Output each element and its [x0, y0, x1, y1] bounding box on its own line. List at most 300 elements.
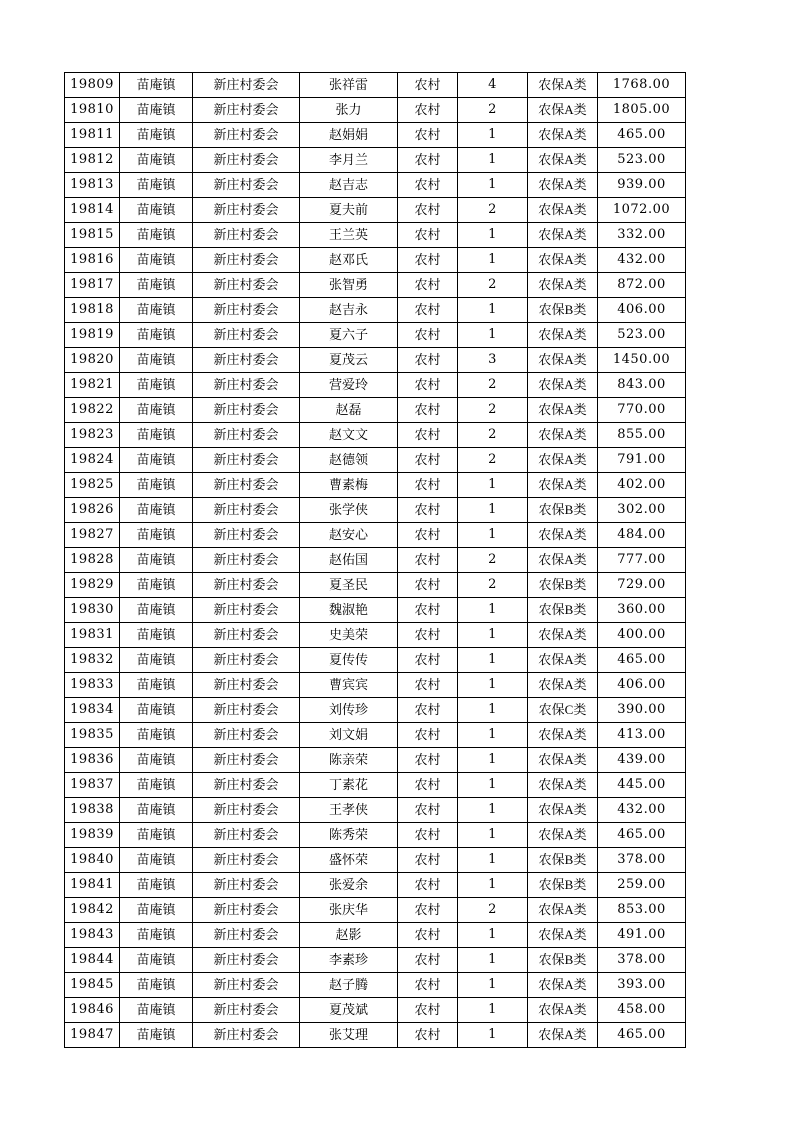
cell-amount: 872.00 [598, 273, 686, 298]
cell-name: 赵子腾 [300, 973, 398, 998]
cell-village_committee: 新庄村委会 [193, 748, 300, 773]
cell-residence_type: 农村 [398, 148, 458, 173]
table-row [65, 898, 686, 923]
cell-residence_type: 农村 [398, 673, 458, 698]
table-row [65, 573, 686, 598]
cell-village_committee: 新庄村委会 [193, 773, 300, 798]
cell-person_count: 2 [458, 398, 528, 423]
cell-insurance_category: 农保A类 [528, 223, 598, 248]
cell-serial_number: 19818 [65, 298, 120, 323]
cell-name: 李素珍 [300, 948, 398, 973]
cell-person_count: 2 [458, 548, 528, 573]
cell-name: 王孝侠 [300, 798, 398, 823]
cell-insurance_category: 农保A类 [528, 198, 598, 223]
cell-amount: 465.00 [598, 823, 686, 848]
cell-village_committee: 新庄村委会 [193, 798, 300, 823]
cell-residence_type: 农村 [398, 98, 458, 123]
table-row [65, 973, 686, 998]
cell-village_committee: 新庄村委会 [193, 698, 300, 723]
cell-name: 刘传珍 [300, 698, 398, 723]
cell-amount: 1072.00 [598, 198, 686, 223]
cell-serial_number: 19842 [65, 898, 120, 923]
table-row [65, 448, 686, 473]
table-row [65, 148, 686, 173]
cell-insurance_category: 农保B类 [528, 598, 598, 623]
cell-insurance_category: 农保B类 [528, 573, 598, 598]
cell-amount: 770.00 [598, 398, 686, 423]
cell-residence_type: 农村 [398, 598, 458, 623]
cell-insurance_category: 农保A类 [528, 923, 598, 948]
cell-residence_type: 农村 [398, 248, 458, 273]
cell-person_count: 1 [458, 998, 528, 1023]
cell-town: 苗庵镇 [120, 973, 193, 998]
cell-serial_number: 19836 [65, 748, 120, 773]
cell-town: 苗庵镇 [120, 848, 193, 873]
table-body [65, 73, 686, 1048]
cell-amount: 465.00 [598, 1023, 686, 1048]
cell-name: 赵安心 [300, 523, 398, 548]
cell-residence_type: 农村 [398, 948, 458, 973]
cell-serial_number: 19825 [65, 473, 120, 498]
cell-person_count: 1 [458, 923, 528, 948]
cell-name: 赵影 [300, 923, 398, 948]
cell-person_count: 1 [458, 673, 528, 698]
table-row [65, 198, 686, 223]
cell-village_committee: 新庄村委会 [193, 598, 300, 623]
cell-town: 苗庵镇 [120, 323, 193, 348]
cell-town: 苗庵镇 [120, 173, 193, 198]
cell-village_committee: 新庄村委会 [193, 398, 300, 423]
cell-amount: 458.00 [598, 998, 686, 1023]
cell-person_count: 1 [458, 323, 528, 348]
cell-amount: 432.00 [598, 248, 686, 273]
cell-village_committee: 新庄村委会 [193, 173, 300, 198]
cell-name: 夏夫前 [300, 198, 398, 223]
cell-town: 苗庵镇 [120, 723, 193, 748]
cell-name: 丁素花 [300, 773, 398, 798]
cell-serial_number: 19844 [65, 948, 120, 973]
cell-serial_number: 19820 [65, 348, 120, 373]
table-row [65, 173, 686, 198]
cell-village_committee: 新庄村委会 [193, 923, 300, 948]
cell-town: 苗庵镇 [120, 823, 193, 848]
cell-town: 苗庵镇 [120, 998, 193, 1023]
cell-person_count: 1 [458, 148, 528, 173]
cell-serial_number: 19809 [65, 73, 120, 98]
cell-insurance_category: 农保C类 [528, 698, 598, 723]
cell-amount: 939.00 [598, 173, 686, 198]
cell-person_count: 1 [458, 598, 528, 623]
cell-residence_type: 农村 [398, 173, 458, 198]
cell-residence_type: 农村 [398, 823, 458, 848]
cell-amount: 445.00 [598, 773, 686, 798]
cell-insurance_category: 农保A类 [528, 648, 598, 673]
cell-insurance_category: 农保A类 [528, 723, 598, 748]
cell-town: 苗庵镇 [120, 398, 193, 423]
cell-residence_type: 农村 [398, 798, 458, 823]
cell-person_count: 1 [458, 498, 528, 523]
cell-amount: 777.00 [598, 548, 686, 573]
cell-residence_type: 农村 [398, 973, 458, 998]
cell-serial_number: 19816 [65, 248, 120, 273]
cell-person_count: 1 [458, 248, 528, 273]
cell-person_count: 1 [458, 223, 528, 248]
cell-person_count: 2 [458, 98, 528, 123]
cell-insurance_category: 农保A类 [528, 323, 598, 348]
cell-serial_number: 19832 [65, 648, 120, 673]
cell-serial_number: 19828 [65, 548, 120, 573]
cell-residence_type: 农村 [398, 198, 458, 223]
cell-person_count: 1 [458, 948, 528, 973]
table-row [65, 873, 686, 898]
cell-residence_type: 农村 [398, 1023, 458, 1048]
cell-insurance_category: 农保A类 [528, 273, 598, 298]
cell-insurance_category: 农保B类 [528, 873, 598, 898]
cell-insurance_category: 农保B类 [528, 498, 598, 523]
cell-person_count: 1 [458, 648, 528, 673]
cell-town: 苗庵镇 [120, 423, 193, 448]
cell-residence_type: 农村 [398, 898, 458, 923]
table-row [65, 1023, 686, 1048]
cell-amount: 439.00 [598, 748, 686, 773]
cell-town: 苗庵镇 [120, 473, 193, 498]
cell-serial_number: 19813 [65, 173, 120, 198]
cell-name: 张智勇 [300, 273, 398, 298]
cell-name: 曹宾宾 [300, 673, 398, 698]
table-row [65, 723, 686, 748]
cell-amount: 259.00 [598, 873, 686, 898]
cell-amount: 853.00 [598, 898, 686, 923]
cell-serial_number: 19815 [65, 223, 120, 248]
cell-village_committee: 新庄村委会 [193, 948, 300, 973]
cell-town: 苗庵镇 [120, 773, 193, 798]
cell-residence_type: 农村 [398, 298, 458, 323]
cell-town: 苗庵镇 [120, 623, 193, 648]
cell-person_count: 1 [458, 623, 528, 648]
cell-amount: 1805.00 [598, 98, 686, 123]
cell-town: 苗庵镇 [120, 648, 193, 673]
cell-serial_number: 19829 [65, 573, 120, 598]
cell-amount: 402.00 [598, 473, 686, 498]
cell-serial_number: 19817 [65, 273, 120, 298]
table-row [65, 498, 686, 523]
cell-serial_number: 19847 [65, 1023, 120, 1048]
cell-insurance_category: 农保A类 [528, 748, 598, 773]
cell-serial_number: 19823 [65, 423, 120, 448]
cell-amount: 390.00 [598, 698, 686, 723]
cell-person_count: 2 [458, 573, 528, 598]
cell-residence_type: 农村 [398, 123, 458, 148]
table-row [65, 473, 686, 498]
cell-name: 赵邓氏 [300, 248, 398, 273]
cell-amount: 378.00 [598, 848, 686, 873]
cell-village_committee: 新庄村委会 [193, 498, 300, 523]
cell-name: 张艾理 [300, 1023, 398, 1048]
cell-person_count: 1 [458, 298, 528, 323]
cell-village_committee: 新庄村委会 [193, 873, 300, 898]
cell-residence_type: 农村 [398, 498, 458, 523]
cell-village_committee: 新庄村委会 [193, 73, 300, 98]
cell-serial_number: 19821 [65, 373, 120, 398]
cell-amount: 332.00 [598, 223, 686, 248]
cell-village_committee: 新庄村委会 [193, 898, 300, 923]
cell-village_committee: 新庄村委会 [193, 123, 300, 148]
cell-serial_number: 19812 [65, 148, 120, 173]
cell-village_committee: 新庄村委会 [193, 473, 300, 498]
cell-village_committee: 新庄村委会 [193, 98, 300, 123]
cell-name: 赵磊 [300, 398, 398, 423]
cell-insurance_category: 农保A类 [528, 398, 598, 423]
cell-residence_type: 农村 [398, 573, 458, 598]
cell-town: 苗庵镇 [120, 123, 193, 148]
cell-residence_type: 农村 [398, 923, 458, 948]
cell-person_count: 2 [458, 898, 528, 923]
cell-serial_number: 19819 [65, 323, 120, 348]
cell-amount: 1768.00 [598, 73, 686, 98]
cell-name: 夏传传 [300, 648, 398, 673]
cell-town: 苗庵镇 [120, 873, 193, 898]
cell-insurance_category: 农保A类 [528, 473, 598, 498]
table-row [65, 798, 686, 823]
cell-residence_type: 农村 [398, 73, 458, 98]
cell-residence_type: 农村 [398, 873, 458, 898]
cell-name: 赵吉志 [300, 173, 398, 198]
cell-insurance_category: 农保A类 [528, 448, 598, 473]
cell-amount: 791.00 [598, 448, 686, 473]
cell-village_committee: 新庄村委会 [193, 623, 300, 648]
cell-insurance_category: 农保A类 [528, 348, 598, 373]
cell-insurance_category: 农保A类 [528, 523, 598, 548]
table-row [65, 823, 686, 848]
cell-insurance_category: 农保A类 [528, 773, 598, 798]
cell-village_committee: 新庄村委会 [193, 548, 300, 573]
cell-amount: 1450.00 [598, 348, 686, 373]
cell-person_count: 1 [458, 473, 528, 498]
cell-serial_number: 19831 [65, 623, 120, 648]
cell-residence_type: 农村 [398, 273, 458, 298]
cell-serial_number: 19822 [65, 398, 120, 423]
cell-insurance_category: 农保A类 [528, 248, 598, 273]
table-row [65, 348, 686, 373]
table-row [65, 998, 686, 1023]
cell-amount: 432.00 [598, 798, 686, 823]
cell-town: 苗庵镇 [120, 148, 193, 173]
cell-amount: 378.00 [598, 948, 686, 973]
cell-name: 陈亲荣 [300, 748, 398, 773]
cell-person_count: 1 [458, 723, 528, 748]
cell-insurance_category: 农保A类 [528, 998, 598, 1023]
cell-insurance_category: 农保A类 [528, 123, 598, 148]
cell-serial_number: 19838 [65, 798, 120, 823]
cell-name: 盛怀荣 [300, 848, 398, 873]
cell-town: 苗庵镇 [120, 598, 193, 623]
table-row [65, 273, 686, 298]
cell-serial_number: 19840 [65, 848, 120, 873]
cell-amount: 400.00 [598, 623, 686, 648]
cell-residence_type: 农村 [398, 698, 458, 723]
cell-name: 史美荣 [300, 623, 398, 648]
table-row [65, 623, 686, 648]
cell-village_committee: 新庄村委会 [193, 148, 300, 173]
cell-town: 苗庵镇 [120, 948, 193, 973]
table-row [65, 373, 686, 398]
cell-amount: 491.00 [598, 923, 686, 948]
cell-name: 赵文文 [300, 423, 398, 448]
cell-village_committee: 新庄村委会 [193, 273, 300, 298]
cell-insurance_category: 农保A类 [528, 798, 598, 823]
cell-serial_number: 19843 [65, 923, 120, 948]
cell-insurance_category: 农保A类 [528, 823, 598, 848]
cell-name: 张爱余 [300, 873, 398, 898]
cell-person_count: 2 [458, 448, 528, 473]
cell-serial_number: 19811 [65, 123, 120, 148]
table-row [65, 848, 686, 873]
cell-town: 苗庵镇 [120, 1023, 193, 1048]
cell-village_committee: 新庄村委会 [193, 198, 300, 223]
cell-village_committee: 新庄村委会 [193, 998, 300, 1023]
cell-serial_number: 19845 [65, 973, 120, 998]
cell-name: 魏淑艳 [300, 598, 398, 623]
cell-serial_number: 19835 [65, 723, 120, 748]
cell-amount: 406.00 [598, 673, 686, 698]
cell-insurance_category: 农保A类 [528, 373, 598, 398]
cell-insurance_category: 农保A类 [528, 1023, 598, 1048]
cell-town: 苗庵镇 [120, 73, 193, 98]
cell-serial_number: 19834 [65, 698, 120, 723]
cell-residence_type: 农村 [398, 423, 458, 448]
cell-town: 苗庵镇 [120, 673, 193, 698]
cell-town: 苗庵镇 [120, 198, 193, 223]
insurance-payment-table [64, 72, 686, 1048]
cell-person_count: 2 [458, 198, 528, 223]
cell-residence_type: 农村 [398, 748, 458, 773]
cell-serial_number: 19814 [65, 198, 120, 223]
cell-town: 苗庵镇 [120, 748, 193, 773]
cell-village_committee: 新庄村委会 [193, 348, 300, 373]
cell-village_committee: 新庄村委会 [193, 448, 300, 473]
cell-residence_type: 农村 [398, 723, 458, 748]
cell-amount: 523.00 [598, 323, 686, 348]
cell-person_count: 1 [458, 523, 528, 548]
cell-name: 夏茂云 [300, 348, 398, 373]
cell-village_committee: 新庄村委会 [193, 673, 300, 698]
table-row [65, 548, 686, 573]
table-row [65, 423, 686, 448]
cell-village_committee: 新庄村委会 [193, 298, 300, 323]
cell-name: 张庆华 [300, 898, 398, 923]
cell-insurance_category: 农保A类 [528, 548, 598, 573]
cell-village_committee: 新庄村委会 [193, 423, 300, 448]
cell-insurance_category: 农保A类 [528, 673, 598, 698]
cell-person_count: 1 [458, 848, 528, 873]
cell-serial_number: 19841 [65, 873, 120, 898]
cell-residence_type: 农村 [398, 773, 458, 798]
cell-amount: 393.00 [598, 973, 686, 998]
cell-town: 苗庵镇 [120, 348, 193, 373]
cell-name: 夏圣民 [300, 573, 398, 598]
cell-person_count: 1 [458, 748, 528, 773]
cell-residence_type: 农村 [398, 223, 458, 248]
cell-town: 苗庵镇 [120, 273, 193, 298]
cell-serial_number: 19833 [65, 673, 120, 698]
cell-town: 苗庵镇 [120, 573, 193, 598]
cell-amount: 406.00 [598, 298, 686, 323]
table-row [65, 648, 686, 673]
cell-person_count: 1 [458, 173, 528, 198]
cell-name: 夏茂斌 [300, 998, 398, 1023]
cell-insurance_category: 农保A类 [528, 148, 598, 173]
cell-town: 苗庵镇 [120, 898, 193, 923]
table-row [65, 748, 686, 773]
cell-amount: 413.00 [598, 723, 686, 748]
cell-person_count: 1 [458, 1023, 528, 1048]
cell-town: 苗庵镇 [120, 698, 193, 723]
cell-serial_number: 19810 [65, 98, 120, 123]
cell-insurance_category: 农保A类 [528, 423, 598, 448]
cell-amount: 465.00 [598, 123, 686, 148]
table-row [65, 923, 686, 948]
table-row [65, 298, 686, 323]
cell-village_committee: 新庄村委会 [193, 848, 300, 873]
cell-name: 赵佑国 [300, 548, 398, 573]
cell-insurance_category: 农保A类 [528, 623, 598, 648]
table-row [65, 123, 686, 148]
cell-name: 赵德领 [300, 448, 398, 473]
cell-person_count: 1 [458, 798, 528, 823]
cell-person_count: 1 [458, 773, 528, 798]
cell-amount: 302.00 [598, 498, 686, 523]
cell-village_committee: 新庄村委会 [193, 248, 300, 273]
cell-name: 赵娟娟 [300, 123, 398, 148]
cell-town: 苗庵镇 [120, 923, 193, 948]
table-row [65, 673, 686, 698]
cell-amount: 729.00 [598, 573, 686, 598]
cell-town: 苗庵镇 [120, 98, 193, 123]
cell-residence_type: 农村 [398, 398, 458, 423]
cell-name: 夏六子 [300, 323, 398, 348]
cell-insurance_category: 农保A类 [528, 73, 598, 98]
cell-person_count: 1 [458, 873, 528, 898]
cell-insurance_category: 农保A类 [528, 898, 598, 923]
cell-person_count: 1 [458, 823, 528, 848]
table-row [65, 698, 686, 723]
table-row [65, 248, 686, 273]
cell-residence_type: 农村 [398, 548, 458, 573]
cell-name: 张祥雷 [300, 73, 398, 98]
table-row [65, 948, 686, 973]
cell-name: 曹素梅 [300, 473, 398, 498]
cell-residence_type: 农村 [398, 323, 458, 348]
table-row [65, 98, 686, 123]
cell-insurance_category: 农保B类 [528, 948, 598, 973]
cell-person_count: 2 [458, 373, 528, 398]
cell-person_count: 3 [458, 348, 528, 373]
cell-serial_number: 19824 [65, 448, 120, 473]
cell-village_committee: 新庄村委会 [193, 373, 300, 398]
cell-residence_type: 农村 [398, 348, 458, 373]
cell-name: 赵吉永 [300, 298, 398, 323]
cell-person_count: 1 [458, 973, 528, 998]
cell-amount: 465.00 [598, 648, 686, 673]
table-row [65, 773, 686, 798]
cell-amount: 484.00 [598, 523, 686, 548]
cell-amount: 360.00 [598, 598, 686, 623]
cell-serial_number: 19839 [65, 823, 120, 848]
cell-serial_number: 19830 [65, 598, 120, 623]
table-row [65, 598, 686, 623]
cell-village_committee: 新庄村委会 [193, 323, 300, 348]
cell-insurance_category: 农保A类 [528, 98, 598, 123]
